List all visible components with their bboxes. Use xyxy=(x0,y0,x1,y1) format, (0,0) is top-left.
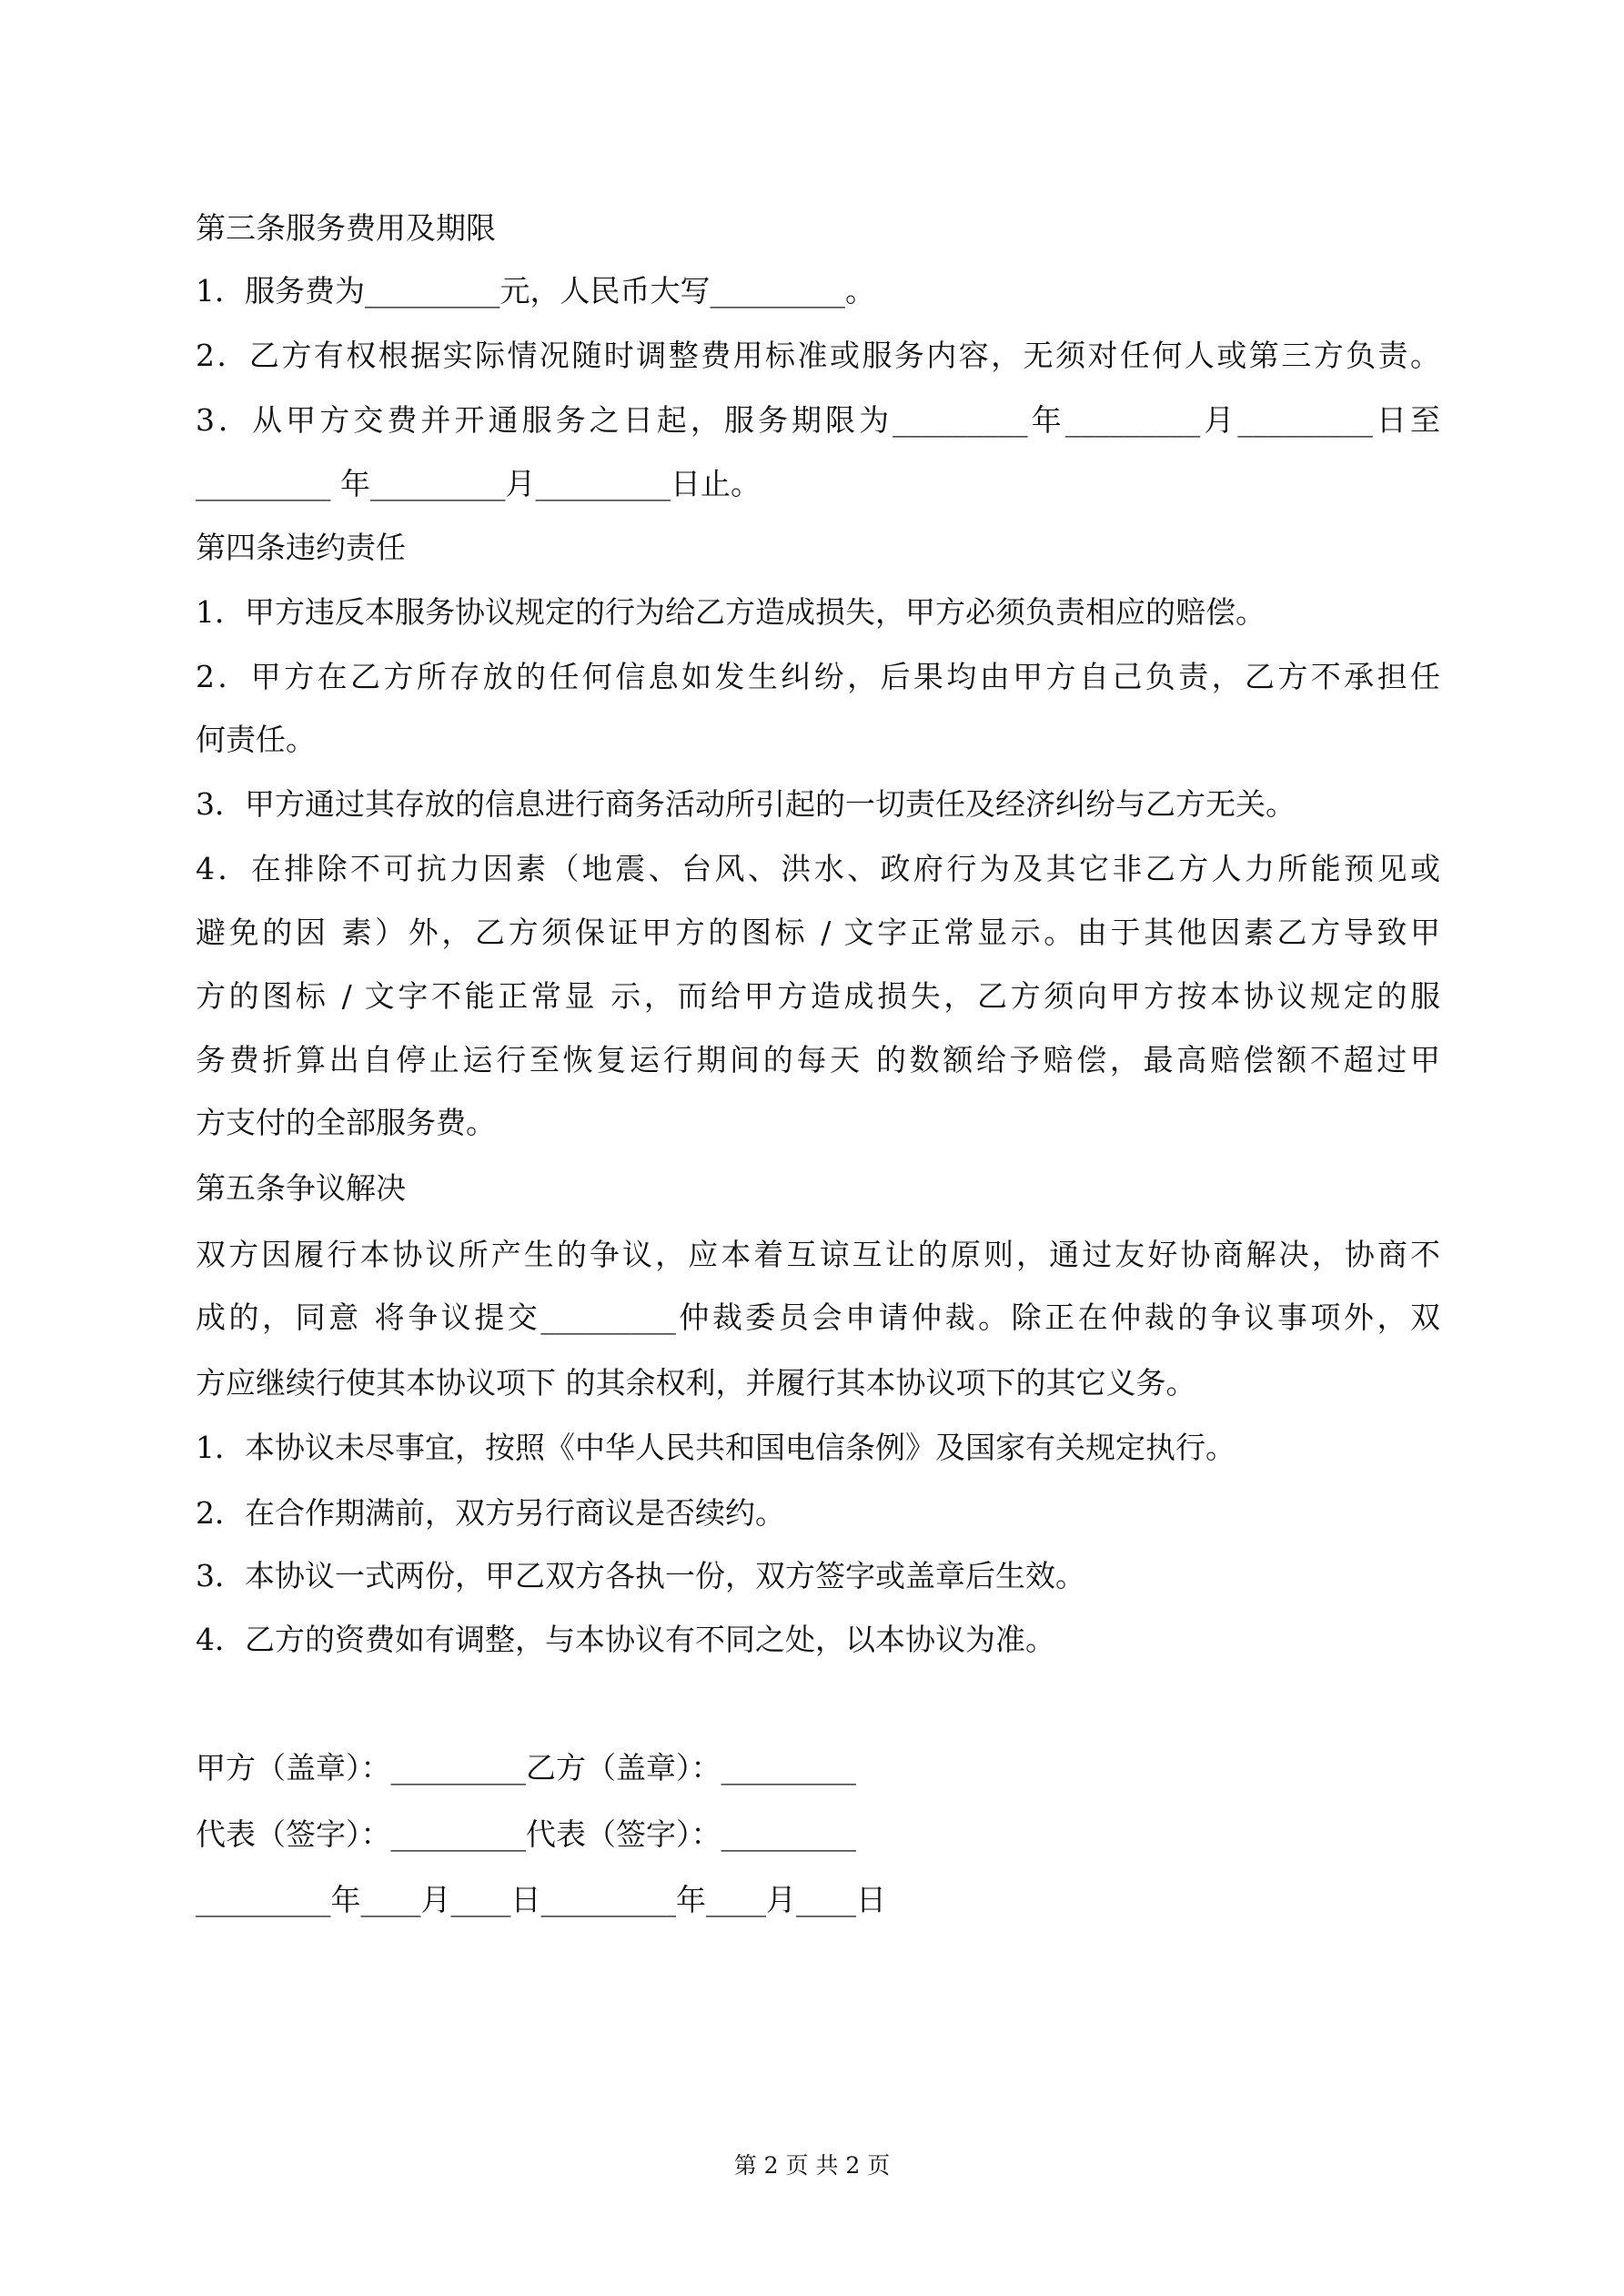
clause-text: _________ 年_________月_________日止。 xyxy=(196,466,761,501)
clause-text: 方支付的全部服务费。 xyxy=(196,1105,496,1140)
clause-text: 3．甲方通过其存放的信息进行商务活动所引起的一切责任及经济纠纷与乙方无关。 xyxy=(196,786,1296,822)
signature-date-line: _________年____月____日_________年____月____日 xyxy=(196,1882,886,1917)
clause-text: 2．在合作期满前，双方另行商议是否续约。 xyxy=(196,1495,785,1531)
clause-text: 双方因履行本协议所产生的争议，应本着互谅互让的原则，通过友好协商解决，协商不 xyxy=(196,1237,1440,1272)
clause-text: 成的，同意 将争议提交_________仲裁委员会申请仲裁。除正在仲裁的争议事项外，双 xyxy=(196,1300,1440,1335)
clause-text: 3．本协议一式两份，甲乙双方各执一份，双方签字或盖章后生效。 xyxy=(196,1558,1085,1593)
clause-text: 避免的因 素）外，乙方须保证甲方的图标 / 文字正常显示。由于其他因素乙方导致甲 xyxy=(196,915,1440,950)
clause-text: 3．从甲方交费并开通服务之日起，服务期限为_________年_________月_________日至 xyxy=(196,402,1440,438)
signature-sign-line: 代表（签字）：_________代表（签字）：_________ xyxy=(196,1816,856,1852)
section-heading-5: 第五条争议解决 xyxy=(196,1170,406,1206)
clause-text: 1．服务费为_________元，人民币大写_________。 xyxy=(196,273,875,308)
clause-text: 4．在排除不可抗力因素（地震、台风、洪水、政府行为及其它非乙方人力所能预见或 xyxy=(196,851,1440,886)
clause-text: 方的图标 / 文字不能正常显 示，而给甲方造成损失，乙方须向甲方按本协议规定的服 xyxy=(196,978,1440,1014)
clause-text: 何责任。 xyxy=(196,722,316,757)
page-number-footer: 第 2 页 共 2 页 xyxy=(733,2152,891,2179)
clause-text: 方应继续行使其本协议项下 的其余权利，并履行其本协议项下的其它义务。 xyxy=(196,1365,1196,1401)
clause-text: 1．本协议未尽事宜，按照《中华人民共和国电信条例》及国家有关规定执行。 xyxy=(196,1430,1236,1465)
clause-text: 2．乙方有权根据实际情况随时调整费用标准或服务内容，无须对任何人或第三方负责。 xyxy=(196,338,1440,373)
signature-seal-line: 甲方（盖章）：_________乙方（盖章）：_________ xyxy=(196,1750,856,1785)
clause-text: 1．甲方违反本服务协议规定的行为给乙方造成损失，甲方必须负责相应的赔偿。 xyxy=(196,594,1266,630)
clause-text: 2．甲方在乙方所存放的任何信息如发生纠纷，后果均由甲方自己负责，乙方不承担任 xyxy=(196,659,1440,694)
clause-text: 4．乙方的资费如有调整，与本协议有不同之处，以本协议为准。 xyxy=(196,1622,1055,1657)
section-heading-4: 第四条违约责任 xyxy=(196,530,406,565)
section-heading-3: 第三条服务费用及期限 xyxy=(196,210,496,246)
clause-text: 务费折算出自停止运行至恢复运行期间的每天 的数额给予赔偿，最高赔偿额不超过甲 xyxy=(196,1042,1440,1077)
